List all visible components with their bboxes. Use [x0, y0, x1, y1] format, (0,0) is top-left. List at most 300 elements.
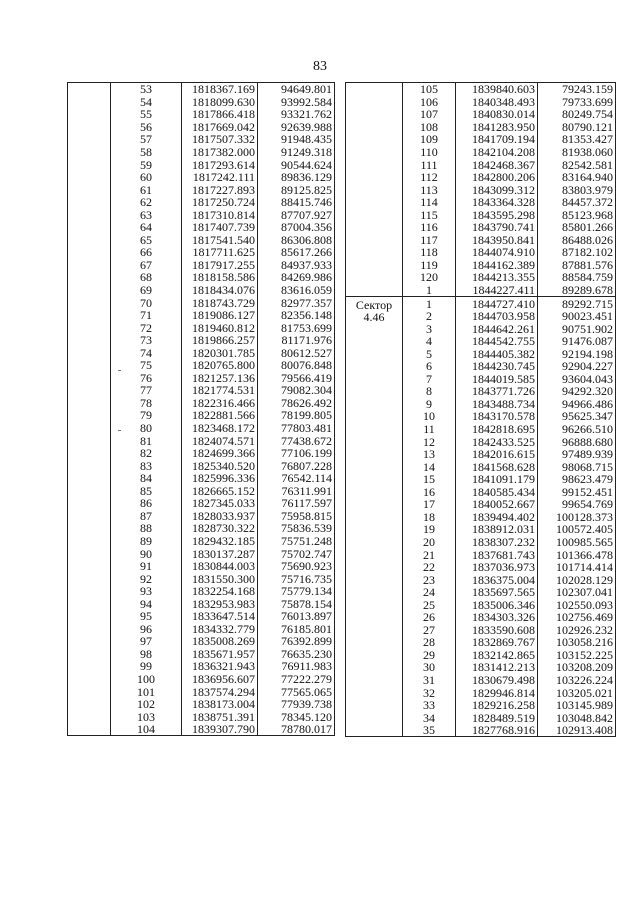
point-number: 75 — [111, 359, 182, 372]
coordinate-x: 1830844.003 — [182, 560, 258, 573]
coordinate-x: 1835671.957 — [182, 648, 258, 661]
point-number: 27 — [403, 624, 456, 637]
point-number: 118 — [403, 246, 456, 259]
coordinate-y: 103152.225 — [556, 648, 613, 662]
point-number: 23 — [403, 573, 456, 586]
point-number: 106 — [403, 96, 456, 109]
point-number: 32 — [403, 686, 456, 699]
point-number: 108 — [403, 121, 456, 134]
point-number: 21 — [403, 548, 456, 561]
table-row — [346, 297, 616, 310]
coordinate-x: 1843790.741 — [456, 221, 538, 234]
point-number: 74 — [111, 346, 182, 359]
coordinate-y: 91476.087 — [562, 334, 613, 348]
coordinate-y: 82356.148 — [281, 308, 332, 322]
point-number: 19 — [403, 523, 456, 536]
coordinate-x: 1844230.745 — [456, 360, 538, 373]
point-number: 90 — [111, 547, 182, 560]
coordinate-y: 101366.478 — [556, 548, 613, 561]
coordinate-y: 77939.738 — [281, 697, 332, 711]
point-number: 30 — [403, 661, 456, 674]
coordinate-x: 1835697.565 — [456, 586, 538, 599]
point-number: 60 — [111, 171, 182, 184]
point-number: 68 — [111, 271, 182, 284]
coordinate-y: 80076.848 — [281, 359, 332, 372]
point-number: 12 — [403, 435, 456, 448]
point-number: 35 — [403, 724, 456, 737]
point-number: 115 — [403, 208, 456, 221]
point-number: 88 — [111, 522, 182, 535]
coordinate-x: 1825340.520 — [182, 459, 258, 472]
coordinate-x: 1831412.213 — [456, 661, 538, 674]
point-number: 18 — [403, 511, 456, 524]
coordinate-y: 85123.968 — [562, 208, 613, 222]
coordinate-y: 76911.983 — [281, 660, 332, 673]
coordinate-y: 100128.373 — [556, 510, 613, 524]
point-number: 58 — [111, 146, 182, 159]
coordinate-y: 83616.059 — [281, 283, 332, 297]
coordinate-y: 96266.510 — [562, 422, 613, 436]
coordinate-x: 1836956.607 — [182, 673, 258, 686]
coordinate-y: 79733.699 — [562, 95, 613, 109]
coordinate-y: 76013.897 — [281, 609, 332, 623]
coordinate-y: 88584.759 — [562, 271, 613, 284]
point-number: 63 — [111, 208, 182, 221]
coordinate-x: 1828033.937 — [182, 510, 258, 523]
point-number: 5 — [403, 347, 456, 360]
point-number: 31 — [403, 674, 456, 687]
coordinate-y: 78345.120 — [281, 710, 332, 723]
coordinate-x: 1843099.312 — [456, 183, 538, 196]
point-number: 34 — [403, 711, 456, 724]
coordinate-x: 1825996.336 — [182, 472, 258, 485]
point-number: 83 — [111, 459, 182, 472]
coordinate-x: 1841709.194 — [456, 133, 538, 146]
coordinate-y: 103205.021 — [556, 686, 613, 699]
point-number: 26 — [403, 611, 456, 624]
coordinate-x: 1827768.916 — [456, 724, 538, 737]
coordinate-y: 87182.102 — [562, 246, 613, 259]
coordinate-y: 99152.451 — [562, 485, 613, 499]
coordinate-x: 1833647.514 — [182, 610, 258, 623]
coordinate-x: 1817541.540 — [182, 234, 258, 247]
coordinate-y: 90751.902 — [562, 322, 613, 335]
point-number: 104 — [111, 723, 182, 736]
point-number: 66 — [111, 246, 182, 259]
coordinate-x: 1841091.179 — [456, 473, 538, 486]
coordinate-y: 86306.808 — [281, 233, 332, 247]
coordinate-y: 76117.597 — [281, 497, 332, 510]
sector-cell-empty — [346, 83, 403, 297]
coordinate-y: 93321.762 — [281, 108, 332, 121]
point-number: 4 — [403, 335, 456, 348]
coordinate-x: 1844703.958 — [456, 310, 538, 323]
point-number: 7 — [403, 373, 456, 386]
point-number: 117 — [403, 234, 456, 247]
coordinate-x: 1838173.004 — [182, 698, 258, 711]
point-number: 70 — [111, 296, 182, 309]
point-number: 113 — [403, 183, 456, 196]
coordinate-y: 103048.842 — [556, 711, 613, 724]
point-number: 85 — [111, 485, 182, 498]
coordinate-y: 76311.991 — [281, 484, 332, 498]
coordinate-y: 88415.746 — [281, 195, 332, 209]
coordinate-y: 80612.527 — [281, 346, 332, 360]
point-number: 25 — [403, 598, 456, 611]
point-number: 13 — [403, 448, 456, 461]
coordinate-y: 98623.479 — [562, 472, 613, 486]
point-number: 67 — [111, 259, 182, 272]
coordinate-x: 1839307.790 — [182, 723, 258, 736]
coordinate-y: 78626.492 — [281, 396, 332, 410]
coordinate-x: 1842104.208 — [456, 146, 538, 159]
coordinate-x: 1843170.578 — [456, 410, 538, 423]
coordinate-y: 93604.043 — [562, 372, 613, 386]
coordinate-y: 79566.419 — [281, 371, 332, 385]
sector-label — [346, 297, 403, 737]
coordinate-y: 92194.198 — [562, 347, 613, 361]
coordinate-y: 75958.815 — [281, 509, 332, 523]
point-number: 96 — [111, 623, 182, 636]
point-number: 62 — [111, 196, 182, 209]
point-number: 56 — [111, 121, 182, 134]
coordinate-x: 1821257.136 — [182, 372, 258, 385]
coordinate-x: 1817293.614 — [182, 158, 258, 171]
coordinate-x: 1837036.973 — [456, 561, 538, 574]
coordinate-x: 1830137.287 — [182, 547, 258, 560]
point-number: 91 — [111, 560, 182, 573]
coordinates-table-left — [67, 82, 335, 736]
coordinate-x: 1819866.257 — [182, 334, 258, 347]
coordinate-x: 1844405.382 — [456, 347, 538, 360]
coordinate-y: 98068.715 — [562, 460, 613, 473]
coordinate-x: 1842433.525 — [456, 435, 538, 448]
point-number: 86 — [111, 497, 182, 510]
point-number: 114 — [403, 196, 456, 209]
coordinate-x: 1817711.625 — [182, 246, 258, 259]
sector-number: 4.46 — [363, 310, 385, 325]
point-number: 72 — [111, 321, 182, 334]
coordinate-y: 76185.801 — [281, 622, 332, 636]
point-number: 6 — [403, 360, 456, 373]
coordinate-y: 82977.357 — [281, 296, 332, 309]
point-number: 93 — [111, 585, 182, 598]
coordinate-y: 95625.347 — [562, 410, 613, 423]
point-number: 81 — [111, 434, 182, 447]
coordinate-x: 1817669.042 — [182, 121, 258, 134]
point-number: 28 — [403, 636, 456, 649]
coordinate-y: 91948.435 — [281, 133, 332, 146]
coordinate-y: 85801.266 — [562, 221, 613, 234]
coordinate-y: 77106.199 — [281, 446, 332, 460]
coordinate-y: 77222.279 — [281, 672, 332, 686]
coordinate-y: 75702.747 — [281, 547, 332, 560]
coordinate-x: 1829216.258 — [456, 699, 538, 712]
point-number: 116 — [403, 221, 456, 234]
coordinate-x: 1832254.168 — [182, 585, 258, 598]
table-row — [68, 83, 335, 96]
coordinate-y: 90544.624 — [281, 158, 332, 171]
point-number: 16 — [403, 486, 456, 499]
coordinate-x: 1836321.943 — [182, 660, 258, 673]
point-number: 64 — [111, 221, 182, 234]
coordinate-x: 1842016.615 — [456, 448, 538, 461]
coordinate-x: 1842800.206 — [456, 171, 538, 184]
coordinate-y: 94292.320 — [562, 385, 613, 398]
coordinate-y: 80790.121 — [562, 120, 613, 134]
point-number: 59 — [111, 158, 182, 171]
coordinate-x: 1818434.076 — [182, 284, 258, 297]
point-number: 33 — [403, 699, 456, 712]
coordinate-x: 1817382.000 — [182, 146, 258, 159]
coordinate-y: 76392.899 — [281, 635, 332, 648]
coordinate-y: 79243.159 — [562, 82, 613, 96]
point-number: 24 — [403, 586, 456, 599]
coordinate-x: 1844074.910 — [456, 246, 538, 259]
point-number: 71 — [111, 309, 182, 322]
point-number: 111 — [403, 158, 456, 171]
coordinate-x: 1843950.841 — [456, 234, 538, 247]
point-number: 69 — [111, 284, 182, 297]
coordinate-x: 1835008.269 — [182, 635, 258, 648]
point-number: 79 — [111, 409, 182, 422]
coordinate-x: 1828730.322 — [182, 522, 258, 535]
coordinate-x: 1820765.800 — [182, 359, 258, 372]
coordinate-y: 81938.060 — [562, 145, 613, 159]
coordinates-table-right — [345, 82, 616, 737]
coordinate-x: 1818158.586 — [182, 271, 258, 284]
page-number: 83 — [313, 59, 327, 74]
point-number: 8 — [403, 385, 456, 398]
coordinate-y: 103058.216 — [556, 636, 613, 649]
coordinate-y: 80249.754 — [562, 108, 613, 121]
coordinate-y: 96888.680 — [562, 435, 613, 448]
point-number: 14 — [403, 460, 456, 473]
coordinate-x: 1822881.566 — [182, 409, 258, 422]
coordinate-x: 1837681.743 — [456, 548, 538, 561]
point-number: 95 — [111, 610, 182, 623]
point-number: 29 — [403, 649, 456, 662]
point-number: 103 — [111, 710, 182, 723]
coordinate-x: 1839494.402 — [456, 511, 538, 524]
coordinate-y: 84937.933 — [281, 258, 332, 272]
coordinate-x: 1817917.255 — [182, 259, 258, 272]
point-number: 98 — [111, 648, 182, 661]
point-number: 112 — [403, 171, 456, 184]
point-number: 22 — [403, 561, 456, 574]
coordinate-x: 1817310.814 — [182, 208, 258, 221]
sector-cell-empty — [68, 83, 111, 736]
coordinate-x: 1829432.185 — [182, 535, 258, 548]
coordinate-y: 103145.989 — [556, 698, 613, 712]
coordinate-x: 1818743.729 — [182, 296, 258, 309]
point-number: 102 — [111, 698, 182, 711]
coordinate-x: 1826665.152 — [182, 485, 258, 498]
coordinate-x: 1819460.812 — [182, 321, 258, 334]
coordinate-y: 79082.304 — [281, 384, 332, 397]
point-number: 1 — [403, 284, 456, 297]
coordinate-y: 102028.129 — [556, 573, 613, 586]
coordinate-x: 1831550.300 — [182, 572, 258, 585]
coordinate-y: 78780.017 — [281, 722, 332, 736]
coordinate-y: 77565.065 — [281, 685, 332, 698]
point-number: 53 — [111, 83, 182, 96]
point-number: 87 — [111, 510, 182, 523]
coordinate-x: 1843364.328 — [456, 196, 538, 209]
point-number: 105 — [403, 83, 456, 96]
coordinate-x: 1844227.411 — [456, 284, 538, 297]
coordinate-y: 89125.825 — [281, 183, 332, 196]
point-number: 15 — [403, 473, 456, 486]
point-number: 120 — [403, 271, 456, 284]
coordinate-y: 86488.026 — [562, 233, 613, 247]
coordinate-x: 1841283.950 — [456, 121, 538, 134]
coordinate-x: 1844727.410 — [456, 297, 538, 310]
coordinate-y: 77438.672 — [281, 434, 332, 447]
coordinate-x: 1817866.418 — [182, 108, 258, 121]
coordinate-x: 1834303.326 — [456, 611, 538, 624]
coordinate-x: 1827345.033 — [182, 497, 258, 510]
coordinate-x: 1844642.261 — [456, 322, 538, 335]
point-number: 54 — [111, 96, 182, 109]
coordinate-y: 76542.114 — [281, 471, 332, 485]
coordinate-y: 85617.266 — [281, 246, 332, 259]
coordinate-x: 1830679.498 — [456, 674, 538, 687]
point-number: 73 — [111, 334, 182, 347]
coordinate-y: 102913.408 — [556, 723, 613, 737]
coordinate-y: 103226.224 — [556, 673, 613, 687]
coordinate-y: 76635.230 — [281, 647, 332, 661]
point-number: 89 — [111, 535, 182, 548]
coordinate-x: 1832869.767 — [456, 636, 538, 649]
point-number: 9 — [403, 398, 456, 411]
point-number: 80 — [111, 422, 182, 435]
coordinate-x: 1837574.294 — [182, 685, 258, 698]
scan-mark — [118, 430, 121, 431]
point-number: 94 — [111, 597, 182, 610]
table-row — [346, 83, 616, 96]
coordinate-y: 91249.318 — [281, 145, 332, 159]
coordinate-x: 1843595.298 — [456, 208, 538, 221]
coordinate-y: 76807.228 — [281, 459, 332, 472]
coordinate-x: 1840830.014 — [456, 108, 538, 121]
coordinate-y: 89292.715 — [538, 297, 616, 310]
coordinate-y: 94966.486 — [562, 397, 613, 411]
point-number: 107 — [403, 108, 456, 121]
point-number: 100 — [111, 673, 182, 686]
coordinate-x: 1823468.172 — [182, 422, 258, 435]
coordinate-y: 87881.576 — [562, 258, 613, 272]
coordinate-y: 84269.986 — [281, 271, 332, 284]
point-number: 3 — [403, 322, 456, 335]
coordinate-y: 82542.581 — [562, 158, 613, 171]
coordinate-y: 75716.735 — [281, 572, 332, 585]
point-number: 1 — [403, 297, 456, 310]
coordinate-y: 102550.093 — [556, 598, 613, 611]
coordinate-x: 1818367.169 — [182, 83, 258, 96]
coordinate-x: 1844213.355 — [456, 271, 538, 284]
coordinate-x: 1820301.785 — [182, 346, 258, 359]
coordinate-x: 1819086.127 — [182, 309, 258, 322]
coordinate-x: 1832953.983 — [182, 597, 258, 610]
coordinate-y: 89836.129 — [281, 170, 332, 184]
coordinate-y: 92904.227 — [562, 360, 613, 373]
coordinate-x: 1833590.608 — [456, 624, 538, 637]
coordinate-x: 1829946.814 — [456, 686, 538, 699]
coordinate-y: 78199.805 — [281, 409, 332, 422]
point-number: 11 — [403, 423, 456, 436]
coordinate-y: 100985.565 — [556, 535, 613, 549]
coordinate-x: 1840052.667 — [456, 498, 538, 511]
coordinate-x: 1838307.232 — [456, 536, 538, 549]
coordinate-x: 1817250.724 — [182, 196, 258, 209]
coordinate-x: 1844019.585 — [456, 373, 538, 386]
coordinate-x: 1824699.366 — [182, 447, 258, 460]
coordinate-y: 81171.976 — [281, 333, 332, 347]
point-number: 65 — [111, 234, 182, 247]
coordinate-y: 102926.232 — [556, 623, 613, 637]
coordinate-y: 87004.356 — [281, 221, 332, 234]
coordinate-x: 1842468.367 — [456, 158, 538, 171]
coordinate-y: 75836.539 — [281, 522, 332, 535]
coordinate-y: 99654.769 — [562, 498, 613, 511]
coordinate-x: 1838751.391 — [182, 710, 258, 723]
point-number: 99 — [111, 660, 182, 673]
sector-title: Сектор — [355, 298, 393, 313]
point-number: 10 — [403, 410, 456, 423]
coordinate-y: 77803.481 — [281, 421, 332, 435]
point-number: 92 — [111, 572, 182, 585]
coordinate-x: 1840585.434 — [456, 486, 538, 499]
coordinate-y: 83803.979 — [562, 183, 613, 196]
point-number: 76 — [111, 372, 182, 385]
point-number: 97 — [111, 635, 182, 648]
point-number: 101 — [111, 685, 182, 698]
coordinate-x: 1841568.628 — [456, 460, 538, 473]
coordinate-x: 1832142.865 — [456, 649, 538, 662]
coordinate-x: 1828489.519 — [456, 711, 538, 724]
coordinate-x: 1835006.346 — [456, 598, 538, 611]
coordinate-x: 1838912.031 — [456, 523, 538, 536]
coordinate-y: 103208.209 — [556, 661, 613, 674]
coordinate-y: 93992.584 — [281, 95, 332, 109]
coordinate-x: 1840348.493 — [456, 96, 538, 109]
coordinate-x: 1818099.630 — [182, 96, 258, 109]
point-number: 119 — [403, 259, 456, 272]
coordinate-x: 1822316.466 — [182, 397, 258, 410]
coordinate-x: 1843771.726 — [456, 385, 538, 398]
coordinate-x: 1842818.695 — [456, 423, 538, 436]
coordinate-y: 81753.699 — [281, 321, 332, 334]
point-number: 2 — [403, 310, 456, 323]
point-number: 61 — [111, 183, 182, 196]
coordinate-y: 75779.134 — [281, 584, 332, 598]
coordinate-x: 1817227.893 — [182, 183, 258, 196]
coordinate-y: 75690.923 — [281, 559, 332, 573]
point-number: 55 — [111, 108, 182, 121]
coordinate-x: 1844162.389 — [456, 259, 538, 272]
coordinate-x: 1817242.111 — [182, 171, 258, 184]
coordinate-x: 1821774.531 — [182, 384, 258, 397]
coordinate-y: 90023.451 — [562, 309, 613, 323]
point-number: 78 — [111, 397, 182, 410]
coordinate-x: 1839840.603 — [456, 83, 538, 96]
coordinate-y: 97489.939 — [562, 447, 613, 461]
coordinate-x: 1843488.734 — [456, 398, 538, 411]
coordinate-y: 81353.427 — [562, 133, 613, 146]
coordinate-y: 102756.469 — [556, 610, 613, 624]
coordinate-y: 75878.154 — [281, 597, 332, 610]
